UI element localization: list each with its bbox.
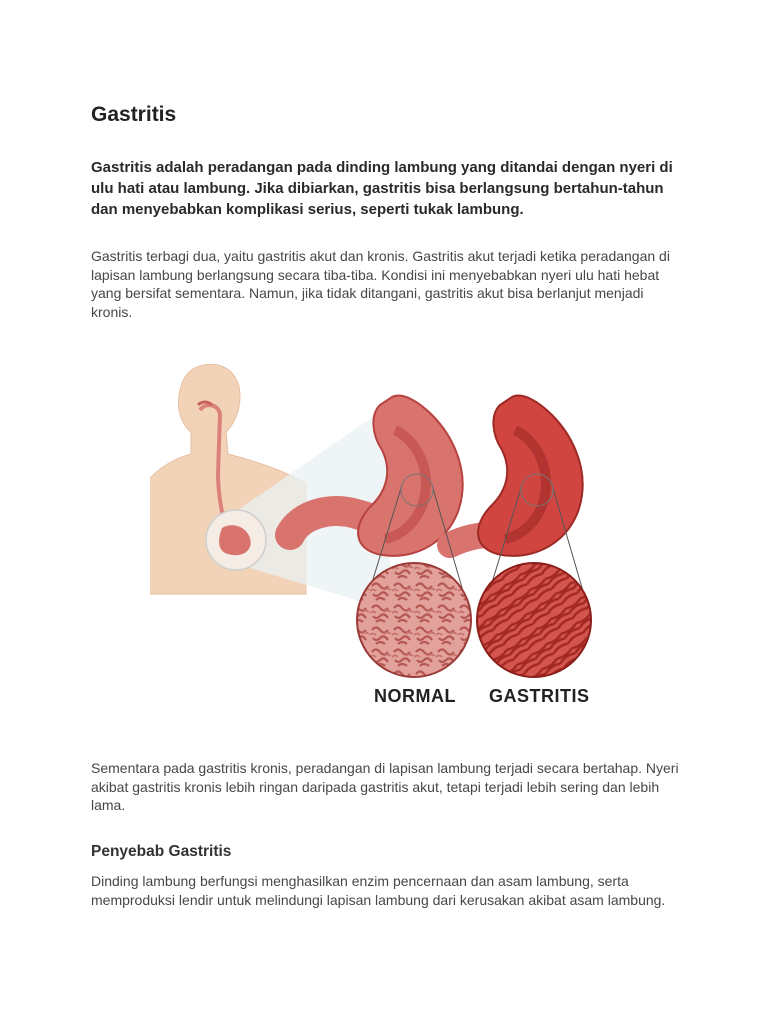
paragraph-acute: Gastritis terbagi dua, yaitu gastritis akut dan kronis. Gastritis akut terjadi ketika peradangan di lapisan lambung berlangsung secara tiba-tiba. Kondisi ini menyebabkan nyeri ulu hati hebat yang bersifat sementara. Namun, jika tidak ditangani, gastritis akut bisa berlanjut menjadi kronis. xyxy=(91,248,670,320)
label-normal: NORMAL xyxy=(374,686,456,706)
page-title: Gastritis xyxy=(91,103,177,126)
paragraph-chronic: Sementara pada gastritis kronis, peradangan di lapisan lambung terjadi secara bertahap. Nyeri akibat gastritis kronis lebih ringan daripada gastritis akut, tetapi terjadi lebih sering dan lebih lama. xyxy=(91,760,679,813)
gastritis-stomach xyxy=(450,396,583,556)
label-gastritis: GASTRITIS xyxy=(489,686,590,706)
lead-paragraph: Gastritis adalah peradangan pada dinding lambung yang ditandai dengan nyeri di ulu hati atau lambung. Jika dibiarkan, gastritis bisa berlangsung bertahun-tahun dan menyebabkan komplikasi serius, seperti tukak lambung. xyxy=(91,159,673,218)
gastritis-illustration xyxy=(150,360,620,710)
gastritis-tissue-circle xyxy=(470,556,600,686)
paragraph-causes: Dinding lambung berfungsi menghasilkan enzim pencernaan dan asam lambung, serta memproduksi lendir untuk melindungi lapisan lambung dari kerusakan akibat asam lambung. xyxy=(91,873,666,908)
section-heading-causes: Penyebab Gastritis xyxy=(91,843,232,860)
